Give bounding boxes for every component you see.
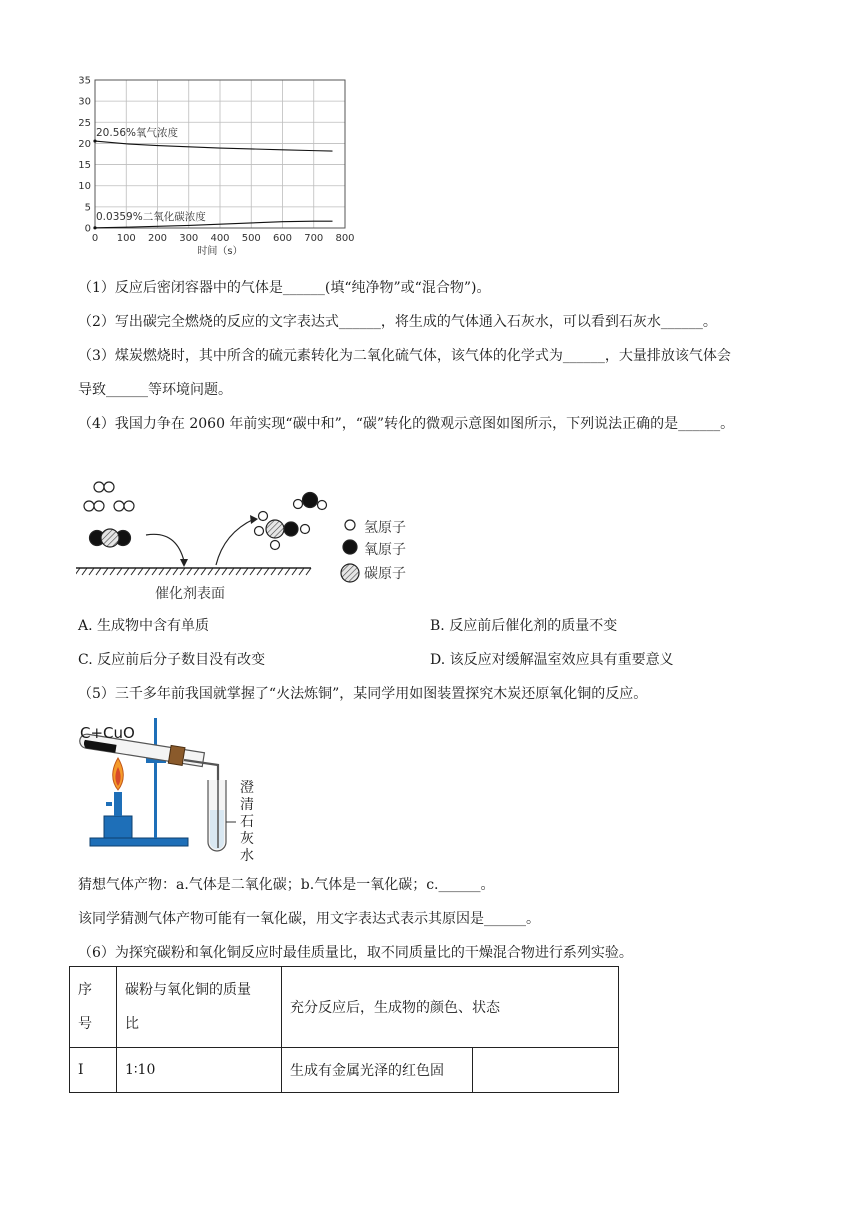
surface-hatch — [76, 568, 80, 575]
surface-hatch — [236, 568, 241, 575]
x-tick-label: 100 — [116, 233, 136, 244]
question-2: （2）写出碳完全燃烧的反应的文字表达式______，将生成的气体通入石灰水，可以看到石灰水______。 — [78, 314, 717, 330]
surface-hatch — [208, 568, 213, 575]
surface-hatch — [250, 568, 255, 575]
surface-hatch — [110, 568, 115, 575]
atom-legend — [341, 520, 359, 582]
question-1: （1）反应后密闭容器中的气体是______(填“纯净物”或“混合物”)。 — [78, 280, 491, 296]
legend-oxygen: 氧原子 — [364, 542, 406, 558]
option-b[interactable]: B. 反应前后催化剂的质量不变 — [430, 618, 618, 634]
surface-hatch — [229, 568, 234, 575]
question-5: （5）三千多年前我国就掌握了“火法炼铜”，某同学用如图装置探究木炭还原氧化铜的反应。 — [78, 686, 648, 702]
surface-hatch — [201, 568, 206, 575]
surface-hatch — [124, 568, 129, 575]
reagent-label: C+CuO — [80, 724, 135, 742]
surface-hatch — [257, 568, 262, 575]
product-molecule — [255, 512, 310, 550]
surface-hatch — [243, 568, 248, 575]
surface-hatch — [152, 568, 157, 575]
series-start-point-1 — [93, 226, 96, 229]
row-1-product: 生成有金属光泽的红色固 — [282, 1048, 473, 1093]
y-tick-label: 20 — [78, 138, 91, 150]
stand-base — [90, 838, 188, 846]
surface-hatch — [166, 568, 171, 575]
surface-hatch — [278, 568, 283, 575]
header-product: 充分反应后，生成物的颜色、状态 — [282, 967, 619, 1048]
surface-hatch — [292, 568, 297, 575]
header-number — [70, 967, 117, 1048]
surface-hatch — [187, 568, 192, 575]
experiment-table — [69, 966, 619, 1093]
row-1-ratio: 1∶10 — [117, 1048, 282, 1093]
surface-hatch — [173, 568, 178, 575]
arrow-down — [146, 534, 184, 561]
chart-labels — [78, 76, 354, 258]
legend-hydrogen: 氢原子 — [364, 520, 406, 536]
hydrogen-legend-marker — [345, 520, 355, 530]
surface-hatch — [145, 568, 150, 575]
surface-hatch — [285, 568, 290, 575]
carbon-legend-marker — [341, 564, 359, 582]
chart-grid — [95, 80, 345, 228]
lime-char: 澄 — [240, 780, 254, 796]
header-ratio-line-2: 比 — [125, 1016, 139, 1032]
water-molecule — [294, 493, 327, 510]
table-header-row — [70, 967, 619, 1048]
x-tick-label: 400 — [210, 233, 230, 244]
x-tick-label: 0 — [91, 233, 99, 244]
x-axis-label: 时间（s） — [197, 246, 243, 257]
x-tick-label: 800 — [335, 233, 355, 244]
surface-hatch — [131, 568, 136, 575]
row-1-extra — [473, 1048, 619, 1093]
guess-line: 猜想气体产物：a.气体是二氧化碳；b.气体是一氧化碳；c.______。 — [78, 877, 495, 893]
series-line-0 — [95, 141, 333, 151]
arrow-up — [216, 519, 254, 565]
surface-hatch — [215, 568, 220, 575]
x-tick-label: 600 — [272, 233, 293, 244]
surface-hatch — [117, 568, 122, 575]
question-3-line-2: 导致______等环境问题。 — [78, 382, 232, 398]
question-3-line-1: （3）煤炭燃烧时，其中所含的硫元素转化为二氧化硫气体，该气体的化学式为______，大量排放该气体会 — [78, 348, 731, 364]
surface-hatch — [89, 568, 94, 575]
surface-hatch — [103, 568, 108, 575]
lamp-wick-holder — [114, 792, 122, 816]
y-tick-label: 10 — [78, 181, 91, 193]
x-tick-label: 300 — [179, 233, 199, 244]
alcohol-lamp — [104, 816, 132, 838]
stand-rod — [154, 718, 157, 838]
hydrogen-molecules — [84, 482, 134, 511]
surface-hatch — [159, 568, 164, 575]
surface-hatch — [222, 568, 227, 575]
surface-hatch — [306, 568, 311, 575]
legend-carbon: 碳原子 — [364, 566, 406, 582]
surface-hatch — [138, 568, 143, 575]
surface-hatch — [180, 568, 185, 575]
y-tick-label: 5 — [84, 202, 91, 214]
question-4: （4）我国力争在 2060 年前实现“碳中和”，“碳”转化的微观示意图如图所示，下列说法正确的是______。 — [78, 416, 735, 432]
series-start-point-0 — [93, 139, 96, 142]
y-tick-label: 25 — [78, 117, 91, 129]
option-c[interactable]: C. 反应前后分子数目没有改变 — [78, 652, 266, 668]
lime-char: 水 — [240, 848, 254, 864]
header-ratio-line-1: 碳粉与氧化铜的质量 — [125, 982, 251, 998]
series-label-0: 20.56%氧气浓度 — [96, 127, 179, 140]
co2-molecule — [90, 529, 131, 547]
gas-concentration-chart — [70, 70, 370, 260]
header-mass-ratio — [117, 967, 282, 1048]
y-tick-label: 0 — [84, 223, 91, 235]
x-tick-label: 700 — [304, 233, 324, 244]
surface-hatch — [82, 568, 87, 575]
y-tick-label: 30 — [78, 96, 91, 108]
y-tick-label: 35 — [78, 75, 91, 87]
surface-hatch — [271, 568, 276, 575]
header-number-line-2: 号 — [78, 1016, 92, 1032]
row-1-number: I — [70, 1048, 117, 1093]
lime-char: 石 — [240, 814, 254, 830]
x-tick-label: 500 — [241, 233, 261, 244]
option-a[interactable]: A. 生成物中含有单质 — [78, 618, 210, 634]
option-d[interactable]: D. 该反应对缓解温室效应具有重要意义 — [430, 652, 674, 668]
rubber-stopper — [168, 745, 185, 765]
surface-hatch — [96, 568, 101, 575]
oxygen-legend-marker — [343, 540, 357, 554]
table-row — [70, 1048, 619, 1093]
lime-char: 灰 — [240, 831, 254, 847]
surface-hatch — [299, 568, 304, 575]
x-tick-label: 200 — [147, 233, 168, 244]
surface-hatch — [264, 568, 269, 575]
lime-char: 清 — [240, 797, 254, 813]
header-number-line-1: 序 — [78, 982, 92, 998]
series-label-1: 0.0359%二氧化碳浓度 — [96, 210, 206, 223]
reason-line: 该同学猜测气体产物可能有一氧化碳，用文字表达式表示其原因是______。 — [78, 911, 540, 927]
lime-water-label — [240, 780, 254, 865]
surface-hatch — [194, 568, 199, 575]
question-6: （6）为探究碳粉和氧化铜反应时最佳质量比，取不同质量比的干燥混合物进行系列实验。 — [78, 945, 633, 961]
y-tick-label: 15 — [78, 160, 91, 172]
catalyst-surface-label: 催化剂表面 — [155, 586, 225, 602]
